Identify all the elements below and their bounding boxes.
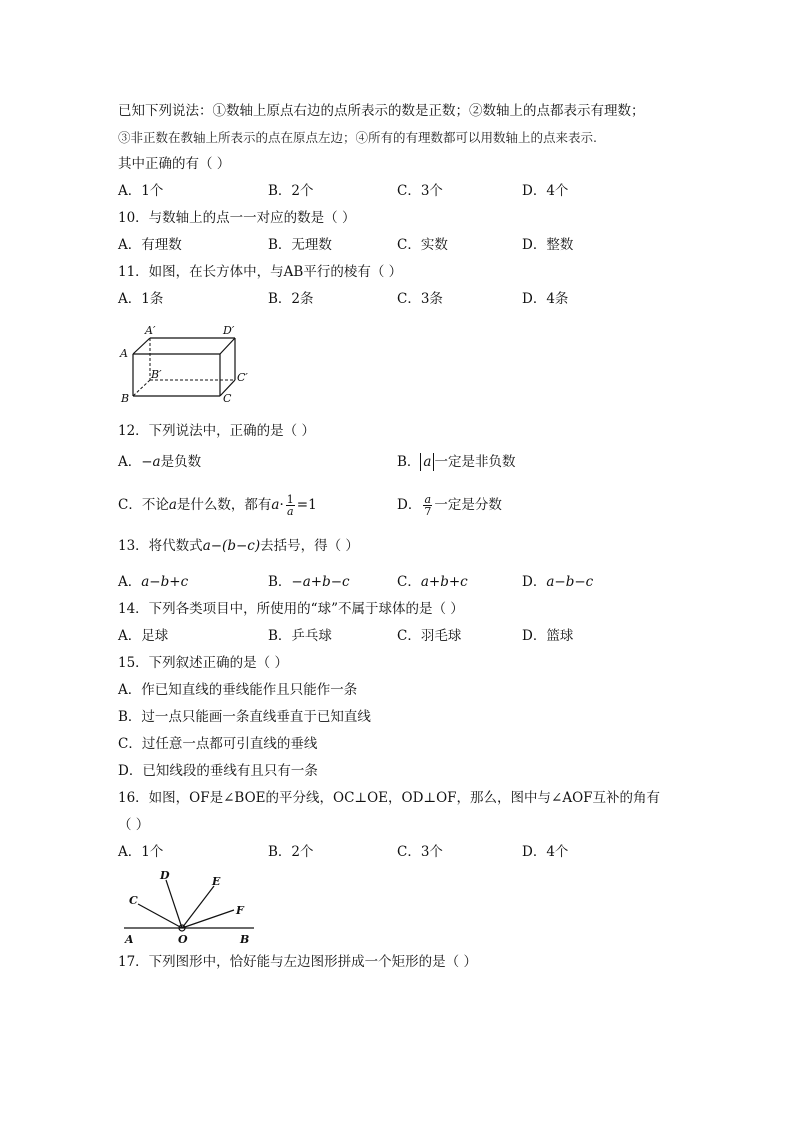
q9-stem-line3: 其中正确的有（ ）	[118, 156, 231, 172]
q12-b-abs: a	[420, 453, 434, 471]
q15-option-d: D．已知线段的垂线有且只有一条	[118, 763, 318, 779]
label-b: B	[121, 392, 130, 405]
q11-option-d: D．4条	[522, 291, 569, 307]
cuboid-figure	[116, 318, 256, 408]
q13-stem-suffix: 去括号，得（ ）	[260, 538, 359, 554]
label-b-prime: B′	[151, 368, 162, 381]
label-c-prime: C′	[237, 371, 248, 384]
q13-option-a	[118, 573, 188, 591]
q13-d-letter: D．	[522, 574, 547, 590]
q14-option-b: B．乒乓球	[268, 628, 332, 644]
q12-a-math: −a	[141, 454, 161, 470]
ray-of	[182, 910, 234, 928]
label-o: O	[178, 933, 188, 946]
q9-option-c: C．3个	[397, 183, 443, 199]
edge-dd	[220, 338, 235, 354]
q15-option-c: C．过任意一点都可引直线的垂线	[118, 736, 318, 752]
label-d: D	[160, 869, 170, 882]
label-e: E	[212, 875, 221, 888]
q12-option-b	[397, 453, 515, 471]
q12-d-prefix: D．	[397, 497, 422, 513]
q13-a-math: a−b+c	[141, 574, 189, 590]
q10-option-b: B．无理数	[268, 237, 332, 253]
label-a-prime: A′	[145, 324, 156, 337]
q11-option-a: A．1条	[118, 291, 164, 307]
q12-option-c	[118, 492, 317, 518]
q15-option-a: A．作已知直线的垂线能作且只能作一条	[118, 682, 358, 698]
q10-option-a: A．有理数	[118, 237, 182, 253]
angle-rays-figure	[116, 866, 260, 948]
q12-c-mid: 是什么数，都有	[176, 497, 272, 513]
q16-option-d: D．4个	[522, 844, 569, 860]
q11-option-b: B．2条	[268, 291, 314, 307]
q12-c-den: a	[286, 505, 294, 518]
q13-b-letter: B．	[268, 574, 292, 590]
q12-b-text: 一定是非负数	[434, 454, 516, 470]
q12-d-fraction	[423, 494, 432, 517]
q14-option-a: A．足球	[118, 628, 169, 644]
q12-c-eq: =1	[296, 497, 317, 513]
label-c: C	[223, 392, 232, 405]
q12-d-den: 7	[424, 505, 432, 518]
q9-stem-line2: ③非正数在教轴上所表示的点在原点左边；④所有的有理数都可以用数轴上的点来表示.	[118, 130, 597, 145]
q13-c-math: a+b+c	[420, 574, 468, 590]
q12-c-fraction	[286, 494, 295, 517]
q12-d-text: 一定是分数	[434, 497, 502, 513]
q12-c-a: a	[271, 497, 280, 513]
q10-option-c: C．实数	[397, 237, 448, 253]
q12-option-a	[118, 453, 201, 471]
q12-c-dot: ·	[279, 497, 284, 513]
q12-b-prefix: B．	[397, 454, 421, 470]
q12-d-num: a	[424, 493, 432, 506]
q13-stem	[118, 537, 359, 555]
q9-option-a: A．1个	[118, 183, 164, 199]
q12-a-text: 是负数	[160, 454, 202, 470]
q16-option-a: A．1个	[118, 844, 164, 860]
q11-option-c: C．3条	[397, 291, 443, 307]
q12-stem: 12．下列说法中，正确的是（ ）	[118, 423, 315, 439]
q14-stem: 14．下列各类项目中，所使用的“球”不属于球体的是（ ）	[118, 601, 464, 617]
edge-aa	[133, 338, 150, 354]
q15-stem: 15．下列叙述正确的是（ ）	[118, 655, 288, 671]
q14-option-d: D．篮球	[522, 628, 574, 644]
q16-option-b: B．2个	[268, 844, 314, 860]
label-d-prime: D′	[223, 324, 235, 337]
q17-stem: 17．下列图形中，恰好能与左边图形拼成一个矩形的是（ ）	[118, 954, 477, 970]
q12-c-num: 1	[286, 493, 294, 506]
label-a: A	[125, 933, 134, 946]
label-c: C	[129, 894, 138, 907]
q13-a-letter: A．	[118, 574, 142, 590]
q13-option-d	[522, 573, 593, 591]
q9-option-d: D．4个	[522, 183, 569, 199]
q12-c-var: a	[168, 497, 177, 513]
q16-option-c: C．3个	[397, 844, 443, 860]
q13-option-b	[268, 573, 350, 591]
q13-option-c	[397, 573, 468, 591]
label-b: B	[240, 933, 250, 946]
q15-option-b: B．过一点只能画一条直线垂直于已知直线	[118, 709, 371, 725]
hidden-edge-bb	[133, 380, 150, 396]
q12-c-prefix: C．不论	[118, 497, 169, 513]
q13-stem-math: a−(b−c)	[202, 538, 261, 554]
q12-a-prefix: A．	[118, 454, 142, 470]
q16-stem: 16．如图，OF是∠BOE的平分线，OC⊥OE，OD⊥OF，那么，图中与∠AOF互补的角有	[118, 790, 661, 806]
q9-stem-line1: 已知下列说法：①数轴上原点右边的点所表示的数是正数；②数轴上的点都表示有理数；	[118, 103, 645, 119]
ray-oe	[182, 886, 214, 928]
q10-stem: 10．与数轴上的点一一对应的数是（ ）	[118, 210, 356, 226]
q10-option-d: D．整数	[522, 237, 574, 253]
q13-b-math: −a+b−c	[291, 574, 350, 590]
q9-option-b: B．2个	[268, 183, 314, 199]
q13-d-math: a−b−c	[546, 574, 594, 590]
q12-option-d	[397, 492, 502, 518]
label-a: A	[120, 347, 128, 360]
q13-stem-prefix: 13．将代数式	[118, 538, 203, 554]
q16-stem-cont: （ ）	[118, 817, 150, 833]
q14-option-c: C．羽毛球	[397, 628, 462, 644]
q11-stem: 11．如图，在长方体中，与AB平行的棱有（ ）	[118, 264, 403, 280]
q13-c-letter: C．	[397, 574, 421, 590]
label-f: F	[236, 904, 244, 917]
